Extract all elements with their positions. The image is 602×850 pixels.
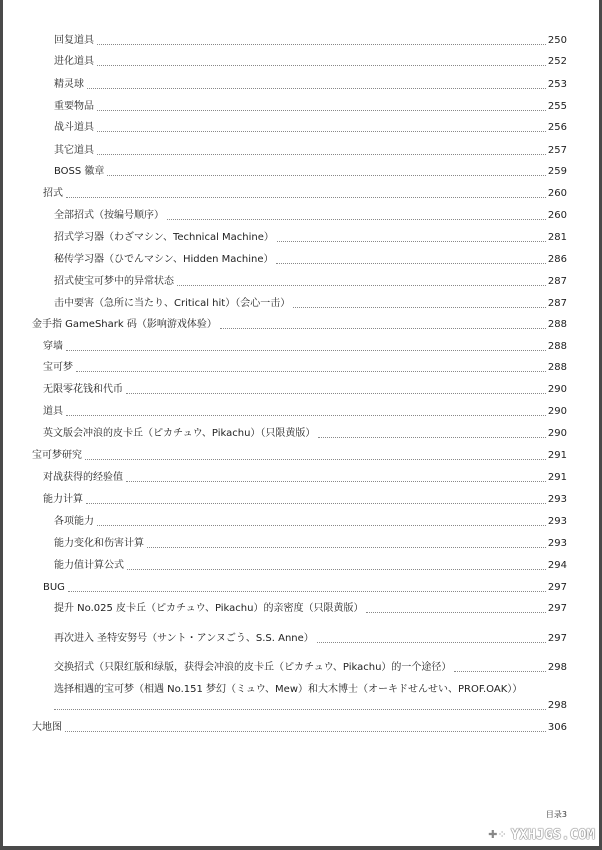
toc-entry-title: 招式学习器（わざマシン、Technical Machine） — [54, 232, 274, 243]
toc-page-number: 288 — [547, 341, 567, 352]
dot-leader — [97, 44, 546, 45]
toc-page-number: 259 — [547, 166, 567, 177]
toc-entry-title: 再次进入 圣特安努号（サント・アンヌごう、S.S. Anne） — [54, 633, 314, 644]
watermark-brand — [488, 826, 595, 844]
toc-page-number: 260 — [547, 210, 567, 221]
toc-entry-title: 击中要害（急所に当たり、Critical hit）（会心一击） — [54, 298, 291, 309]
toc-entry[interactable] — [54, 210, 567, 222]
toc-page-number: 287 — [547, 298, 567, 309]
document-page — [3, 0, 599, 846]
dot-leader — [177, 285, 546, 286]
toc-page-number: 294 — [547, 560, 567, 571]
toc-entry-title: 提升 No.025 皮卡丘（ピカチュウ、Pikachu）的亲密度（只限黄版） — [54, 603, 364, 614]
toc-entry-title: 宝可梦研究 — [32, 450, 82, 461]
toc-entry-title: 能力计算 — [43, 494, 83, 505]
toc-page-number: 306 — [547, 722, 567, 733]
toc-page-number: 252 — [547, 56, 567, 67]
toc-entry-title: 能力变化和伤害计算 — [54, 538, 144, 549]
dot-leader — [220, 328, 546, 329]
toc-entry[interactable] — [54, 662, 567, 674]
page-footer: 目录3 — [545, 810, 567, 819]
toc-entry[interactable] — [43, 384, 567, 396]
toc-entry[interactable] — [54, 538, 567, 550]
toc-page-number: 260 — [547, 188, 567, 199]
toc-page-number: 290 — [547, 428, 567, 439]
toc-entry-title: 全部招式（按编号顺序） — [54, 210, 164, 221]
toc-entry-title: 对战获得的经验值 — [43, 472, 123, 483]
dot-leader — [68, 591, 546, 592]
toc-page-number: 291 — [547, 450, 567, 461]
dot-leader — [97, 154, 546, 155]
toc-entry-title: BUG — [43, 582, 65, 593]
toc-entry-title: 英文版会冲浪的皮卡丘（ピカチュウ、Pikachu）（只限黄版） — [43, 428, 316, 439]
toc-page-number: 293 — [547, 516, 567, 527]
toc-entry[interactable] — [54, 101, 567, 113]
dot-leader — [366, 612, 545, 613]
toc-page-number: 257 — [547, 145, 567, 156]
toc-page-number: 288 — [547, 362, 567, 373]
dot-leader — [97, 131, 546, 132]
toc-entry[interactable] — [43, 406, 567, 418]
toc-entry-title: 重要物品 — [54, 101, 94, 112]
toc-entry-title: 其它道具 — [54, 145, 94, 156]
toc-entry[interactable] — [43, 362, 567, 374]
dot-leader — [54, 709, 546, 710]
toc-entry-title: 能力值计算公式 — [54, 560, 124, 571]
toc-page-number: 293 — [547, 494, 567, 505]
dot-leader — [97, 525, 546, 526]
toc-entry[interactable] — [43, 341, 567, 353]
toc-page-number: 298 — [547, 700, 567, 711]
toc-entry[interactable] — [43, 494, 567, 506]
dot-leader — [276, 263, 545, 264]
toc-entry[interactable] — [54, 516, 567, 528]
toc-entry-title: 精灵球 — [54, 79, 84, 90]
dot-leader — [454, 671, 546, 672]
toc-entry[interactable] — [32, 722, 567, 734]
dot-leader — [293, 307, 546, 308]
toc-entry-title: 无限零花钱和代币 — [43, 384, 123, 395]
dot-leader — [167, 219, 546, 220]
toc-entry-title: BOSS 徽章 — [54, 166, 105, 177]
dot-leader — [97, 110, 546, 111]
toc-entry[interactable] — [54, 603, 567, 615]
toc-entry-title[interactable]: 选择相遇的宝可梦（相遇 No.151 梦幻（ミュウ、Mew）和大木博士（オーキドせんせい、PROF.OAK）） — [54, 684, 523, 695]
dot-leader — [126, 393, 546, 394]
toc-entry[interactable] — [54, 145, 567, 157]
toc-page-number: 298 — [547, 662, 567, 673]
toc-page-number: 286 — [547, 254, 567, 265]
toc-entry-title: 招式 — [43, 188, 63, 199]
dot-leader — [147, 547, 546, 548]
watermark: YXHJGS.COM — [510, 827, 595, 843]
dot-leader — [126, 481, 546, 482]
dot-leader — [127, 569, 546, 570]
dot-leader — [66, 350, 546, 351]
toc-page-number: 297 — [547, 603, 567, 614]
toc-entry[interactable] — [32, 450, 567, 462]
dot-leader — [66, 197, 546, 198]
toc-entry-title: 秘传学习器（ひでんマシン、Hidden Machine） — [54, 254, 274, 265]
toc-page-number: 293 — [547, 538, 567, 549]
toc-entry[interactable] — [54, 633, 567, 645]
dot-leader — [65, 731, 546, 732]
toc-entry[interactable] — [54, 79, 567, 91]
toc-entry-title: 各项能力 — [54, 516, 94, 527]
dot-leader — [318, 437, 546, 438]
toc-entry[interactable] — [43, 582, 567, 594]
toc-entry[interactable] — [54, 35, 567, 47]
toc-entry[interactable] — [43, 188, 567, 200]
toc-page-number: 253 — [547, 79, 567, 90]
toc-entry[interactable] — [43, 428, 567, 440]
toc-entry[interactable] — [43, 472, 567, 484]
toc-entry-title: 宝可梦 — [43, 362, 73, 373]
toc-entry-title: 穿墙 — [43, 341, 63, 352]
toc-entry[interactable] — [54, 56, 567, 68]
toc-entry-title: 金手指 GameShark 码（影响游戏体验） — [32, 319, 217, 330]
toc-entry[interactable] — [54, 122, 567, 134]
dot-leader — [97, 65, 546, 66]
toc-entry-title: 进化道具 — [54, 56, 94, 67]
toc-entry[interactable] — [54, 560, 567, 572]
gamepad-icon: ✚⁘ — [488, 828, 507, 841]
toc-page-number: 250 — [547, 35, 567, 46]
toc-entry-title: 大地图 — [32, 722, 62, 733]
toc-entry-title: 道具 — [43, 406, 63, 417]
toc-entry[interactable] — [54, 700, 567, 712]
toc-entry[interactable] — [54, 298, 567, 310]
toc-page-number: 297 — [547, 582, 567, 593]
toc-page-number: 291 — [547, 472, 567, 483]
dot-leader — [85, 459, 546, 460]
toc-entry[interactable] — [54, 254, 567, 266]
toc-entry-title: 回复道具 — [54, 35, 94, 46]
toc-entry-title: 交换招式（只限红版和绿版，获得会冲浪的皮卡丘（ピカチュウ、Pikachu）的一个途径） — [54, 662, 452, 673]
toc-entry[interactable] — [54, 166, 567, 178]
toc-page-number: 288 — [547, 319, 567, 330]
toc-page-number: 290 — [547, 384, 567, 395]
toc-page-number: 290 — [547, 406, 567, 417]
toc-entry[interactable] — [54, 276, 567, 288]
toc-page-number: 255 — [547, 101, 567, 112]
toc-page-number: 256 — [547, 122, 567, 133]
toc-entry-title: 战斗道具 — [54, 122, 94, 133]
toc-entry[interactable] — [54, 232, 567, 244]
dot-leader — [87, 88, 546, 89]
toc-page-number: 281 — [547, 232, 567, 243]
dot-leader — [76, 371, 546, 372]
dot-leader — [66, 415, 546, 416]
toc-page-number: 297 — [547, 633, 567, 644]
dot-leader — [107, 175, 545, 176]
dot-leader — [86, 503, 546, 504]
dot-leader — [277, 241, 546, 242]
toc-entry[interactable] — [32, 319, 567, 331]
toc-page-number: 287 — [547, 276, 567, 287]
dot-leader — [317, 642, 546, 643]
toc-entry-title: 招式使宝可梦中的异常状态 — [54, 276, 174, 287]
